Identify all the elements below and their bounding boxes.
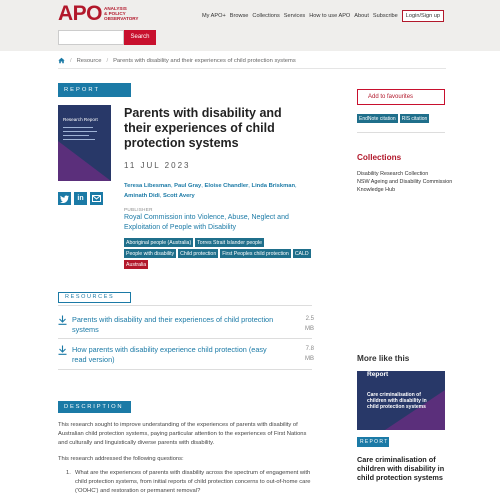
list-item: What are the experiences of parents with disability across the spectrum of engagement with child protection systems, from initial reports of child protection concerns to out-of-home care ('OOHC') and restoration or permanent removal? (75, 470, 311, 494)
tag[interactable]: Child protection (180, 250, 217, 257)
tag-geography[interactable]: Australia (126, 261, 147, 268)
cover-label: Research Report (63, 117, 98, 122)
author-link[interactable]: Scott Avery (162, 192, 195, 199)
add-to-favourites-button[interactable]: Add to favourites (357, 89, 445, 105)
divider (58, 68, 446, 69)
file-size (282, 345, 314, 364)
search-bar (0, 27, 500, 51)
cover-text-line (63, 139, 95, 140)
divider (58, 305, 312, 306)
share-buttons (58, 192, 103, 205)
logo-subtitle (104, 6, 138, 21)
related-type-label: REPORT (357, 437, 389, 447)
apo-logo[interactable] (58, 3, 138, 24)
resource-link[interactable]: How parents with disability experience child protection (easy read version) (72, 345, 267, 364)
thumbnail-label: Report (367, 371, 389, 378)
more-like-this-heading: More like this (357, 354, 410, 363)
related-report-thumbnail[interactable] (357, 371, 445, 430)
description-paragraph: This research sought to improve understanding of the experiences of parents with disability of Australian child protection systems, paying particular attention to the experiences of First Nations and culturally and linguistically diverse parents with disability. (58, 422, 307, 446)
email-icon[interactable] (90, 192, 103, 205)
thumbnail-title: Care criminalisation of children with disability in child protection systems (367, 392, 427, 410)
list-number: 1. (66, 470, 71, 476)
authors-list: Teresa Libesman, Paul Gray, Eloise Chandler, Linda Briskman, Aminath Didi, Scott Avery (124, 183, 297, 199)
logo-mark: APO (58, 2, 103, 25)
ris-citation-button[interactable]: RIS citation (401, 115, 428, 122)
breadcrumb-current: Parents with disability and their experiences of child protection systems (113, 57, 296, 64)
top-nav (202, 10, 444, 22)
publisher-link[interactable]: Royal Commission into Violence, Abuse, Neglect and Exploitation of People with Disability (124, 214, 289, 231)
file-size-value: 7.8 (305, 346, 314, 352)
download-icon[interactable] (58, 315, 72, 334)
nav-subscribe[interactable]: Subscribe (372, 13, 398, 19)
home-icon[interactable] (58, 57, 65, 64)
resource-item[interactable] (58, 315, 314, 334)
nav-my-apo[interactable]: My APO+ (201, 13, 226, 19)
citation-buttons (357, 114, 429, 123)
tag[interactable]: Torres Strait Islander people (197, 239, 263, 246)
author-link[interactable]: Teresa Libesman (124, 183, 171, 189)
file-size-unit: MB (305, 355, 314, 362)
breadcrumb-separator: / (106, 57, 109, 64)
login-signup-button[interactable]: Login/Sign up (402, 10, 444, 22)
cover-graphic (58, 141, 111, 181)
breadcrumb (58, 57, 296, 64)
publisher-label: PUBLISHER (124, 207, 153, 212)
breadcrumb-resource[interactable]: Resource (76, 57, 102, 64)
nav-browse[interactable]: Browse (229, 13, 249, 19)
logo-sub-line: & POLICY (104, 11, 126, 16)
resource-link[interactable]: Parents with disability and their experiences of child protection systems (72, 315, 274, 334)
top-bar (0, 0, 500, 27)
divider (58, 338, 312, 339)
linkedin-icon[interactable] (74, 192, 87, 205)
page-title: Parents with disability and their experiences of child protection systems (124, 106, 282, 150)
search-input[interactable] (58, 30, 124, 45)
nav-how-to-use[interactable]: How to use APO (309, 13, 351, 19)
cover-text-line (63, 131, 97, 132)
nav-collections[interactable]: Collections (252, 13, 280, 19)
divider (58, 369, 312, 370)
file-size (282, 315, 314, 334)
linkedin-glyph: in (77, 195, 84, 202)
divider (357, 132, 445, 133)
logo-sub-line: OBSERVATORY (104, 16, 139, 21)
collections-heading: Collections (357, 153, 402, 162)
description-label: DESCRIPTION (58, 401, 131, 413)
author-link[interactable]: Linda Briskman (251, 183, 296, 189)
nav-services[interactable]: Services (283, 13, 306, 19)
description-paragraph: This research addressed the following questions: (58, 456, 184, 462)
nav-about[interactable]: About (354, 13, 369, 19)
resources-label: RESOURCES (58, 292, 131, 303)
tag[interactable]: People with disability (126, 250, 175, 257)
tag[interactable]: Aboriginal people (Australia) (126, 239, 192, 246)
logo-sub-line: ANALYSIS (104, 6, 127, 11)
twitter-icon[interactable] (58, 192, 71, 205)
tag[interactable]: CALD (294, 250, 309, 257)
endnote-citation-button[interactable]: EndNote citation (359, 115, 396, 122)
author-link[interactable]: Paul Gray (174, 183, 202, 189)
cover-text-line (63, 127, 93, 128)
collection-link[interactable]: Disability Research Collection (357, 171, 429, 177)
author-link[interactable]: Eloise Chandler (204, 183, 249, 189)
tag[interactable]: First Peoples child protection (222, 250, 289, 257)
search-button[interactable]: Search (124, 30, 156, 45)
report-cover-image (58, 105, 111, 181)
breadcrumb-separator: / (70, 57, 72, 64)
collection-link[interactable]: NSW Ageing and Disability Commission Knowledge Hub (357, 179, 453, 193)
publication-date: 11 JUL 2023 (124, 161, 191, 170)
resource-item[interactable] (58, 345, 314, 364)
tag-list (124, 238, 314, 269)
collections-list (357, 170, 457, 194)
download-icon[interactable] (58, 345, 72, 364)
cover-text-line (63, 135, 89, 136)
file-size-unit: MB (305, 325, 314, 332)
description-list (66, 469, 316, 496)
resource-type-label: REPORT (58, 83, 131, 97)
file-size-value: 2.5 (305, 316, 314, 322)
related-title-link[interactable]: Care criminalisation of children with disability in child protection systems (357, 455, 445, 483)
author-link[interactable]: Aminath Didi (124, 192, 160, 199)
